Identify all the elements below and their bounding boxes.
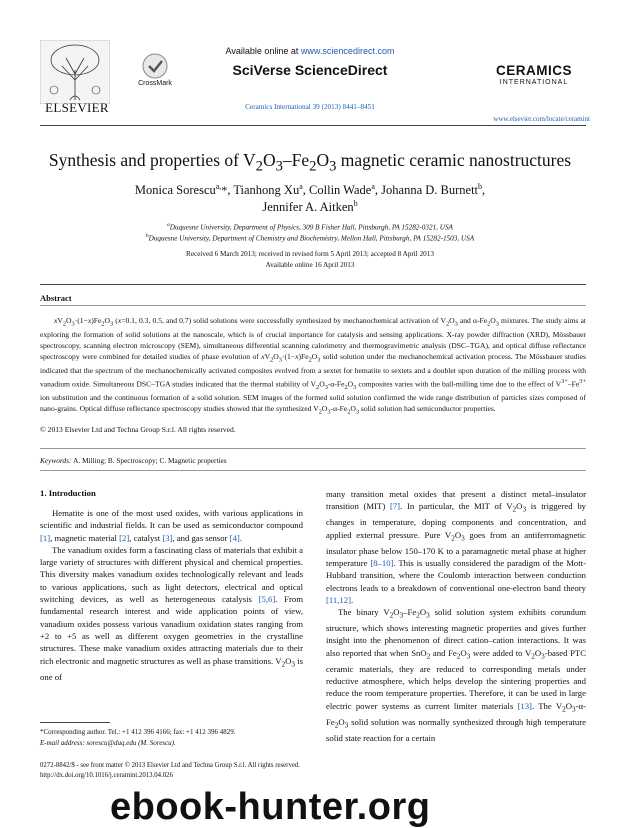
ref-link[interactable]: [13] xyxy=(517,700,532,711)
intro-paragraph-2: The vanadium oxides form a fascinating class of materials that exhibit a large variety of structures with different physical and chemical properties. This diversity makes vanadium oxides technologically relevant and leads to various applications, such as light detectors, electrical and optical switching devices, as well as heterogeneous catalysis [5,6]. From fundamental research interest and wide application points of view, vanadium oxides possess various vanadium oxidation states ranging from +2 to +5 as well as different oxygen geometries in the crystalline structures. These make vanadium oxides attracting materials due to their rich electronic and magnetic structures as well as phase transitions. $V_2O_3$ is one of xyxy=(40,544,303,682)
intro-paragraph-3: many transition metal oxides that present a distinct metal–insulator transition (MIT) [7]. In particular, the MIT of $V_2O_3$ is triggered by changes in temperature, doping components and concentration, and applied external pressure. Pure $V_2O_3$ goes from an antiferromagnetic insulator phase below 150–170 K to a paramagnetic metal phase at higher temperature [8–10]. This is usually considered the paradigm of the Mott-Hubbard transition, where the Coulomb interaction between conduction electrons leads to a breakdown of conventional one-electron band theory [11,12]. xyxy=(326,489,587,605)
ref-link[interactable]: [5,6] xyxy=(258,594,276,605)
received-dates: Received 6 March 2013; received in revised form 5 April 2013; accepted 8 April 2013 xyxy=(186,250,434,258)
footer-doi[interactable]: http://dx.doi.org/10.1016/j.ceramint.2013.04.026 xyxy=(40,772,173,779)
footer-issn: 0272-8842/$ - see front matter © 2013 Elsevier Ltd and Techna Group S.r.l. All rights reserved. xyxy=(40,762,300,769)
keywords-label: Keywords: xyxy=(40,456,74,465)
email-footnote: E-mail address: sorescu@duq.edu (M. Sorescu). xyxy=(40,739,176,747)
abstract-divider xyxy=(40,305,586,306)
affiliation-a: $^a$Duquesne University, Department of Physics, 309 B Fisher Hall, Pittsburgh, PA 15282-0321, USA xyxy=(167,222,453,232)
title-divider xyxy=(40,284,586,285)
intro-paragraph-4: The binary $V_2O_3-Fe_2O_3$ solid solution system exhibits corundum structure, which shows interesting magnetic properties and gives further insight into the phenomenon of direct cation–cation interactions. It was also reported that when SnO$_2$ and $Fe_2O_3$ were added to $V_2O_3$-based PTC ceramic materials, they are reduced to corresponding metals under reductive atmosphere, which helps develop the sintering properties and reduce the room temperature properties. Therefore, it can be used in large electric power systems as current limiter materials [13]. The $V_2O_3-\alpha-Fe_2O_3$ solid solution was normally synthesized through high temperature solid state reaction for a certain xyxy=(326,607,587,743)
abstract-copyright: © 2013 Elsevier Ltd and Techna Group S.r.l. All rights reserved. xyxy=(40,425,236,434)
article-title: Synthesis and properties of $V_2O_3-Fe_2O_3$ magnetic ceramic nanostructures xyxy=(48,150,572,175)
header-divider xyxy=(40,125,586,126)
section-heading-introduction: 1. Introduction xyxy=(40,488,96,498)
platform-name: SciVerse ScienceDirect xyxy=(232,62,388,78)
ref-link[interactable]: [2] xyxy=(119,532,130,543)
ref-link[interactable]: [4] xyxy=(229,532,240,543)
ref-link[interactable]: [3] xyxy=(162,532,173,543)
ref-link[interactable]: [1] xyxy=(40,532,51,543)
journal-subtitle: INTERNATIONAL xyxy=(499,79,569,86)
authors-line-1: Monica Sorescu$^{a,}$*, Tianhong Xu$^a$, Collin Wade$^a$, Johanna D. Burnett$^b$, xyxy=(134,182,486,198)
ref-link[interactable]: [11,12] xyxy=(326,594,352,605)
corresponding-author-footnote: *Corresponding author. Tel.: +1 412 396 4166; fax: +1 412 396 4829. xyxy=(40,728,236,736)
body-column-right xyxy=(326,488,586,744)
abstract-body: $xV_2O_3\cdot(1-x)Fe_2O_3$ (x=0.1, 0.3, 0.5, and 0.7) solid solutions were successfully synthesized by mechanochemical activation of $V_2O_3$ and $\alpha-Fe_2O_3$ mixtures. The study aims at exploring the formation of solid solutions at the nanoscale, which is of crucial importance for catalysis and sensing applications. X-ray powder diffraction (XRD), Mössbauer spectroscopy, scanning electron microscopy (SEM), simultaneous differential scanning calorimetry and thermogravimetric analysis (DSC–TGA), and optical diffuse reflectance spectroscopy were combined for detailed studies of phase evolution of $xV_2O_3\cdot(1-x)Fe_2O_3$ solid solution under the mechanochemical activation process. The Mössbauer studies indicated that the spectrum of the mechanochemically activated composites evolved from a sextet for hematite to sextets and a doublet upon duration of the milling process with vanadium oxide. Simultaneous DSC–TGA studies indicated that the thermal stability of $V_2O_3-\alpha-Fe_2O_3$ composites varies with the ball-milling time due to the effect of $V^{3+}-Fe^{3+}$ ion substitution and the continuous formation of a solid solution. SEM images of the formed solid solution confirmed the wide range distribution of particles sizes composed of nano-grains. Optical diffuse reflectance spectroscopy studies showed that the synthesized $V_2O_3-\alpha-Fe_2O_3$ solid solution had semiconductor properties. xyxy=(40,316,586,416)
sciencedirect-link[interactable]: www.sciencedirect.com xyxy=(300,46,395,56)
abstract-heading: Abstract xyxy=(40,293,72,303)
keywords-list: A. Milling; B. Spectroscopy; C. Magnetic properties xyxy=(73,456,227,465)
available-online-date: Available online 16 April 2013 xyxy=(265,261,355,269)
keywords-divider-bottom xyxy=(40,470,586,471)
journal-title: CERAMICS xyxy=(495,63,572,78)
journal-reference-link[interactable]: Ceramics International 39 (2013) 8441–8451 xyxy=(245,103,375,111)
keywords-divider-top xyxy=(40,448,586,449)
crossmark-label: CrossMark xyxy=(138,80,172,87)
keywords-line xyxy=(40,456,586,465)
affiliation-b: $^b$Duquesne University, Department of Chemistry and Biochemistry, Mellon Hall, Pittsburgh, PA 15282-1503, USA xyxy=(145,233,475,243)
ref-link[interactable]: [7] xyxy=(389,501,401,512)
footnote-divider xyxy=(40,722,110,723)
available-prefix: Available online at xyxy=(225,46,301,56)
elsevier-tree-logo xyxy=(40,40,110,104)
publisher-name: ELSEVIER xyxy=(45,100,109,115)
intro-paragraph-1: Hematite is one of the most used oxides, with various applications in scientific and industrial fields. It can be used as semiconductor compound [1], magnetic material [2], catalyst [3], and gas sensor [4]. xyxy=(40,508,303,543)
ref-link[interactable]: [8–10] xyxy=(370,557,394,568)
available-online-line xyxy=(210,46,410,56)
body-column-left xyxy=(40,507,303,683)
journal-url-link[interactable]: www.elsevier.com/locate/ceramint xyxy=(493,115,590,123)
watermark-text: ebook-hunter.org xyxy=(110,786,431,828)
authors-line-2: Jennifer A. Aitken$^b$ xyxy=(262,199,358,215)
